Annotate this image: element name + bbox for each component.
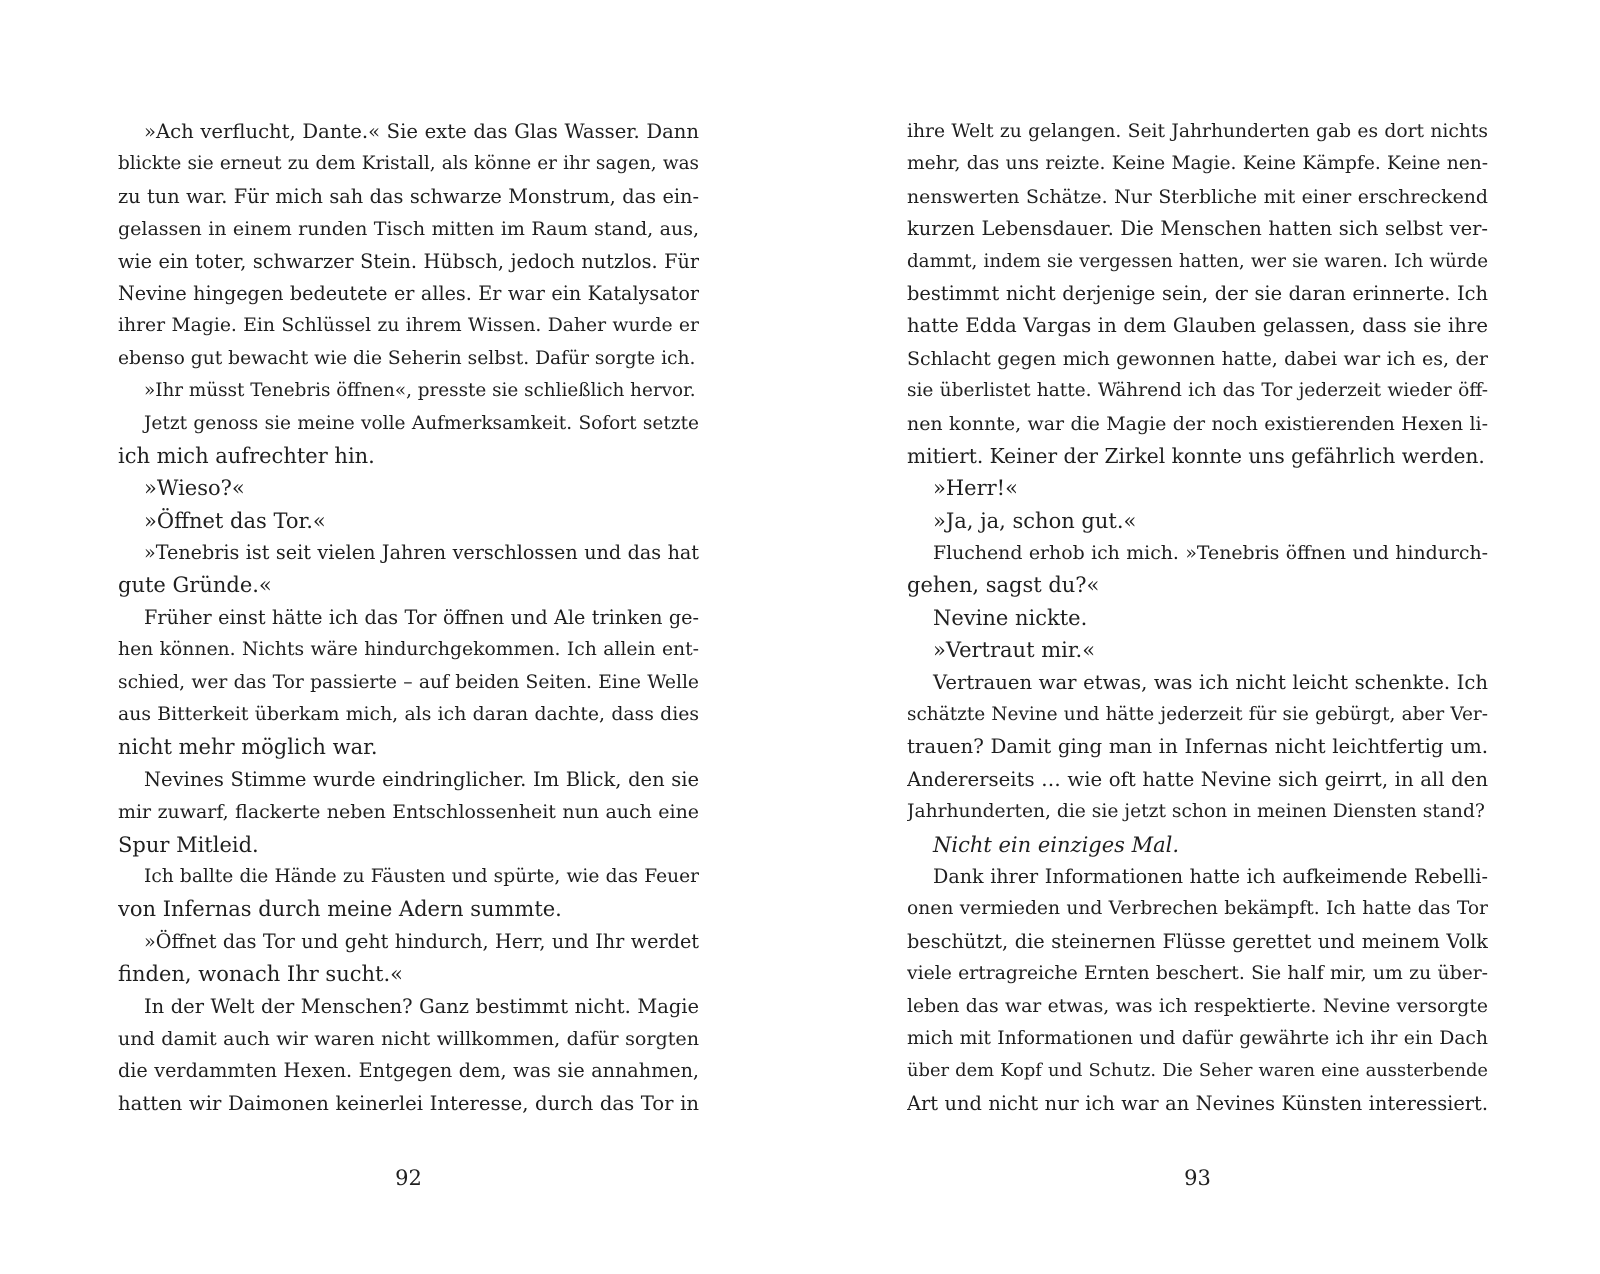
text-line: Nevine nickte.	[933, 605, 1088, 630]
text-line: und damit auch wir waren nicht willkommen, dafür sorgten	[118, 1027, 699, 1050]
text-line: leben das war etwas, was ich respektierte. Nevine versorgte	[907, 995, 1488, 1017]
right-page-number: 93	[1184, 1166, 1211, 1190]
text-line: Ich ballte die Hände zu Fäusten und spürte, wie das Feuer	[144, 865, 699, 887]
text-line: In der Welt der Menschen? Ganz bestimmt nicht. Magie	[144, 994, 699, 1018]
text-line: über dem Kopf und Schutz. Die Seher waren eine aussterbende	[907, 1060, 1488, 1082]
text-line: kurzen Lebensdauer. Die Menschen hatten sich selbst ver-	[907, 217, 1488, 241]
text-line: nicht mehr möglich war.	[118, 735, 378, 760]
left-page-text	[118, 116, 699, 1120]
text-line: bestimmt nicht derjenige sein, der sie daran erinnerte. Ich	[907, 281, 1488, 305]
text-line: »Herr!«	[933, 476, 1018, 501]
text-line: gehen, sagst du?«	[907, 573, 1100, 598]
text-line: gute Gründe.«	[118, 573, 272, 598]
text-line: Fluchend erhob ich mich. »Tenebris öffnen und hindurch-	[933, 542, 1488, 565]
text-line: Nicht ein einziges Mal.	[933, 832, 1180, 857]
text-line: Andererseits … wie oft hatte Nevine sich geirrt, in all den	[907, 767, 1488, 791]
text-line: »Tenebris ist seit vielen Jahren verschlossen und das hat	[144, 541, 699, 565]
text-line: nenswerten Schätze. Nur Sterbliche mit einer erschreckend	[907, 185, 1488, 208]
text-line: mitiert. Keiner der Zirkel konnte uns gefährlich werden.	[907, 443, 1485, 468]
text-line: blickte sie erneut zu dem Kristall, als könne er ihr sagen, was	[118, 153, 699, 175]
text-line: »Ihr müsst Tenebris öffnen«, presste sie schließlich hervor.	[144, 380, 696, 402]
text-line: viele ertragreiche Ernten beschert. Sie half mir, um zu über-	[907, 963, 1488, 985]
text-line: schätzte Nevine und hätte jederzeit für sie gebürgt, aber Ver-	[907, 704, 1488, 726]
text-line: wie ein toter, schwarzer Stein. Hübsch, jedoch nutzlos. Für	[118, 249, 699, 273]
text-line: dammt, indem sie vergessen hatten, wer sie waren. Ich würde	[907, 250, 1488, 272]
text-line: hatten wir Daimonen keinerlei Interesse, durch das Tor in	[118, 1091, 699, 1115]
text-line: Dank ihrer Informationen hatte ich aufkeimende Rebelli-	[933, 864, 1488, 888]
text-line: die verdammten Hexen. Entgegen dem, was sie annahmen,	[118, 1059, 699, 1083]
text-line: Spur Mitleid.	[118, 832, 259, 857]
text-line: »Wieso?«	[144, 476, 245, 501]
text-line: beschützt, die steinernen Flüsse gerettet und meinem Volk	[907, 929, 1488, 953]
text-line: mich mit Informationen und dafür gewährte ich ihr ein Dach	[907, 1027, 1488, 1049]
text-line: onen vermieden und Verbrechen bekämpft. Ich hatte das Tor	[907, 898, 1488, 920]
right-page-text	[907, 116, 1488, 1120]
text-line: »Öffnet das Tor und geht hindurch, Herr, und Ihr werdet	[144, 929, 699, 953]
text-line: »Ja, ja, schon gut.«	[933, 508, 1137, 533]
text-line: »Ach verflucht, Dante.« Sie exte das Glas Wasser. Dann	[144, 120, 699, 143]
text-line: aus Bitterkeit überkam mich, als ich daran dachte, dass dies	[118, 704, 699, 726]
text-line: mir zuwarf, flackerte neben Entschlossenheit nun auch eine	[118, 801, 699, 824]
text-line: trauen? Damit ging man in Infernas nicht leichtfertig um.	[907, 735, 1488, 759]
text-line: »Vertraut mir.«	[933, 638, 1096, 663]
text-line: Früher einst hätte ich das Tor öffnen und Ale trinken ge-	[144, 605, 699, 629]
text-line: von Infernas durch meine Adern summte.	[118, 897, 562, 922]
text-line: Nevine hingegen bedeutete er alles. Er war ein Katalysator	[118, 281, 699, 305]
text-line: Vertrauen war etwas, was ich nicht leicht schenkte. Ich	[933, 670, 1488, 694]
text-line: gelassen in einem runden Tisch mitten im Raum stand, aus,	[118, 218, 699, 241]
text-line: finden, wonach Ihr sucht.«	[118, 962, 403, 987]
text-line: Jahrhunderten, die sie jetzt schon in meinen Diensten stand?	[907, 801, 1485, 823]
text-line: nen konnte, war die Magie der noch existierenden Hexen li-	[907, 412, 1488, 435]
text-line: hatte Edda Vargas in dem Glauben gelassen, dass sie ihre	[907, 314, 1488, 338]
text-line: hen können. Nichts wäre hindurchgekommen. Ich allein ent-	[118, 639, 699, 661]
text-line: sie überlistet hatte. Während ich das Tor jederzeit wieder öff-	[907, 380, 1488, 402]
left-page-number: 92	[395, 1166, 422, 1190]
text-line: Art und nicht nur ich war an Nevines Künsten interessiert.	[907, 1091, 1488, 1115]
text-line: Schlacht gegen mich gewonnen hatte, dabei war ich es, der	[907, 347, 1488, 370]
text-line: ebenso gut bewacht wie die Seherin selbst. Dafür sorgte ich.	[118, 347, 696, 369]
text-line: schied, wer das Tor passierte – auf beiden Seiten. Eine Welle	[118, 671, 699, 693]
text-line: ihre Welt zu gelangen. Seit Jahrhunderten gab es dort nichts	[907, 121, 1488, 142]
text-line: ihrer Magie. Ein Schlüssel zu ihrem Wissen. Daher wurde er	[118, 315, 699, 337]
text-line: »Öffnet das Tor.«	[144, 508, 326, 533]
right-page	[800, 0, 1600, 1274]
text-line: zu tun war. Für mich sah das schwarze Monstrum, das ein-	[118, 184, 699, 208]
text-line: Nevines Stimme wurde eindringlicher. Im Blick, den sie	[144, 767, 699, 791]
text-line: ich mich aufrechter hin.	[118, 443, 375, 468]
text-line: mehr, das uns reizte. Keine Magie. Keine Kämpfe. Keine nen-	[907, 153, 1488, 175]
text-line: Jetzt genoss sie meine volle Aufmerksamkeit. Sofort setzte	[144, 412, 699, 434]
